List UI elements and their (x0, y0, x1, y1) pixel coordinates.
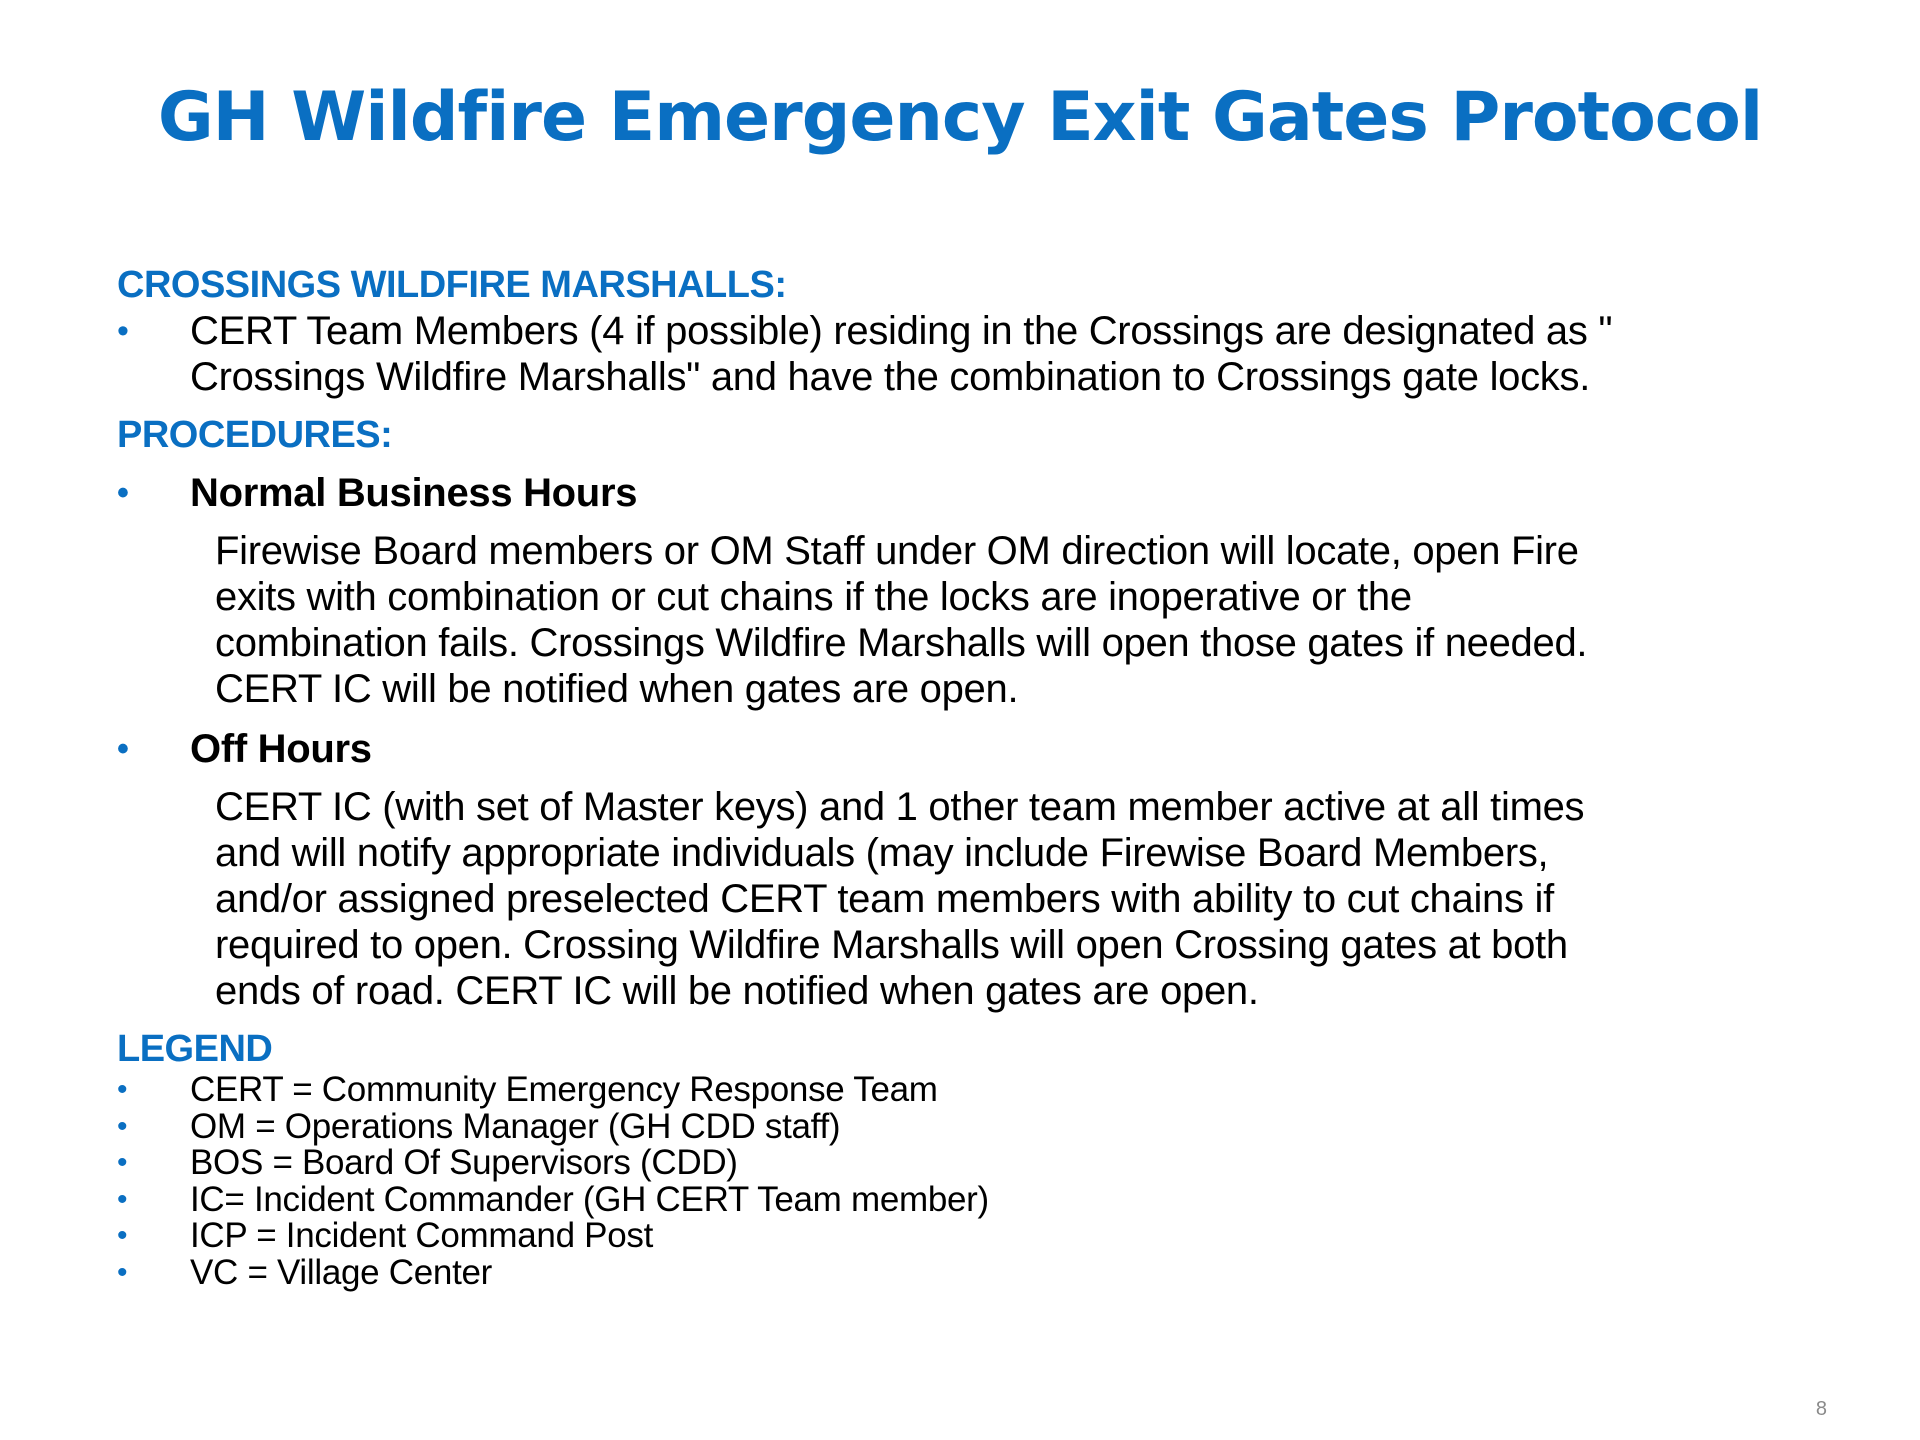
marshalls-heading: CROSSINGS WILDFIRE MARSHALLS: (117, 264, 787, 306)
bullet-icon: • (117, 1255, 128, 1289)
paragraph-line: CERT IC (with set of Master keys) and 1 other team member active at all times (215, 785, 1585, 829)
legend-item-text: OM = Operations Manager (GH CDD staff) (190, 1106, 841, 1146)
paragraph-line: required to open. Crossing Wildfire Marshalls will open Crossing gates at both (215, 923, 1568, 967)
slide-body (117, 262, 1817, 1291)
off-hours-paragraph (117, 784, 1817, 1014)
legend-item-text: ICP = Incident Command Post (190, 1216, 654, 1255)
legend-item-text: IC= Incident Commander (GH CERT Team member) (190, 1179, 989, 1219)
legend-item (117, 1106, 1817, 1146)
paragraph-line: ends of road. CERT IC will be notified when gates are open. (215, 969, 1259, 1013)
normal-hours-label: Normal Business Hours (190, 471, 638, 515)
paragraph-line: Firewise Board members or OM Staff under OM direction will locate, open Fire (215, 529, 1579, 573)
legend-item (117, 1218, 1817, 1255)
slide-title: GH Wildfire Emergency Exit Gates Protocol (157, 78, 1763, 157)
legend-item-text: BOS = Board Of Supervisors (CDD) (190, 1143, 738, 1182)
legend-list (117, 1072, 1817, 1291)
bullet-icon: • (117, 1219, 128, 1252)
bullet-icon: • (117, 1146, 128, 1179)
legend-item (117, 1145, 1817, 1182)
normal-hours-label-row (117, 470, 1817, 516)
legend-item-text: VC = Village Center (190, 1252, 493, 1292)
paragraph-line: combination fails. Crossings Wildfire Marshalls will open those gates if needed. (215, 621, 1588, 665)
marshalls-item (117, 308, 1817, 400)
legend-item (117, 1179, 1817, 1219)
bullet-icon: • (117, 730, 129, 768)
bullet-icon: • (117, 474, 129, 512)
marshalls-item-line: CERT Team Members (4 if possible) residing in the Crossings are designated as " (190, 309, 1613, 353)
bullet-icon: • (117, 312, 129, 350)
legend-item (117, 1072, 1817, 1109)
paragraph-line: and will notify appropriate individuals (may include Firewise Board Members, (215, 831, 1549, 875)
legend-heading: LEGEND (117, 1028, 273, 1070)
off-hours-label-row (117, 726, 1817, 772)
normal-hours-paragraph (117, 528, 1817, 712)
off-hours-label: Off Hours (190, 727, 372, 771)
paragraph-line: CERT IC will be notified when gates are open. (215, 667, 1019, 711)
bullet-icon: • (117, 1182, 128, 1216)
paragraph-line: exits with combination or cut chains if the locks are inoperative or the (215, 575, 1412, 619)
legend-item (117, 1252, 1817, 1292)
marshalls-item-line: Crossings Wildfire Marshalls" and have the combination to Crossings gate locks. (190, 355, 1591, 399)
page-number: 8 (1815, 1398, 1827, 1420)
bullet-icon: • (117, 1073, 128, 1106)
procedures-heading: PROCEDURES: (117, 414, 393, 456)
bullet-icon: • (117, 1109, 128, 1143)
legend-item-text: CERT = Community Emergency Response Team (190, 1070, 938, 1109)
paragraph-line: and/or assigned preselected CERT team members with ability to cut chains if (215, 877, 1554, 921)
